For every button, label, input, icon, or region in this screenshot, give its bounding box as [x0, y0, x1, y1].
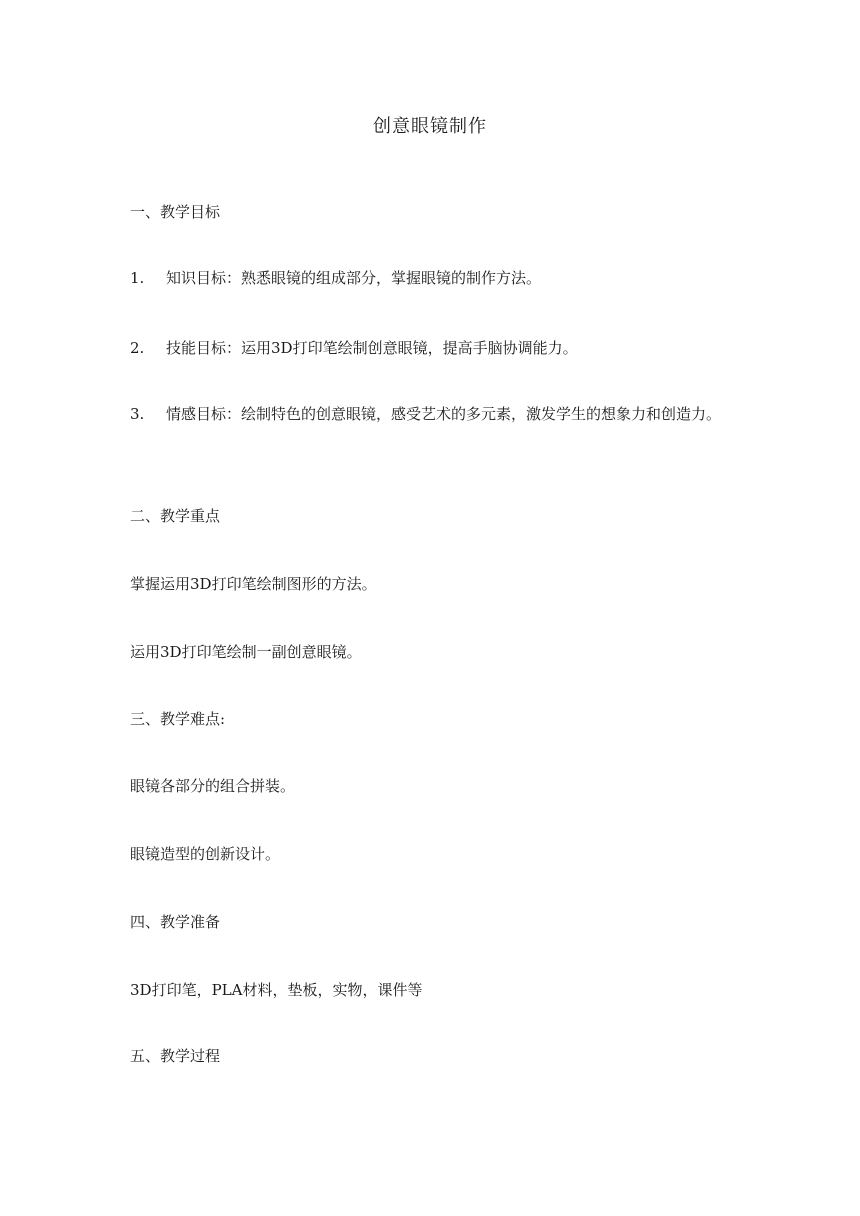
- section-heading-objectives: 一、教学目标: [130, 203, 221, 221]
- objective-item: [130, 265, 740, 291]
- objective-number: 2.: [130, 339, 145, 357]
- section-heading-key-points: 二、教学重点: [130, 507, 221, 525]
- section-heading-difficulties: 三、教学难点:: [130, 710, 226, 728]
- difficulty-item: 眼镜造型的创新设计。: [130, 845, 281, 863]
- difficulty-item: 眼镜各部分的组合拼装。: [130, 777, 296, 795]
- objective-number: 1.: [130, 269, 145, 287]
- key-point-item: 掌握运用3D打印笔绘制图形的方法。: [130, 575, 377, 593]
- key-point-item: 运用3D打印笔绘制一副创意眼镜。: [130, 643, 362, 661]
- preparation-text: 3D打印笔，PLA材料，垫板，实物，课件等: [130, 981, 423, 999]
- objective-text: 知识目标：熟悉眼镜的组成部分，掌握眼镜的制作方法。: [166, 269, 542, 287]
- objective-item: [130, 396, 740, 432]
- objective-text: 技能目标：运用3D打印笔绘制创意眼镜，提高手脑协调能力。: [166, 339, 578, 357]
- section-heading-preparation: 四、教学准备: [130, 913, 221, 931]
- document-title: 创意眼镜制作: [373, 116, 487, 137]
- section-heading-process: 五、教学过程: [130, 1047, 221, 1065]
- objective-text: 情感目标：绘制特色的创意眼镜，感受艺术的多元素，激发学生的想象力和创造力。: [166, 405, 722, 423]
- objective-number: 3.: [130, 405, 145, 423]
- objective-item: [130, 335, 740, 361]
